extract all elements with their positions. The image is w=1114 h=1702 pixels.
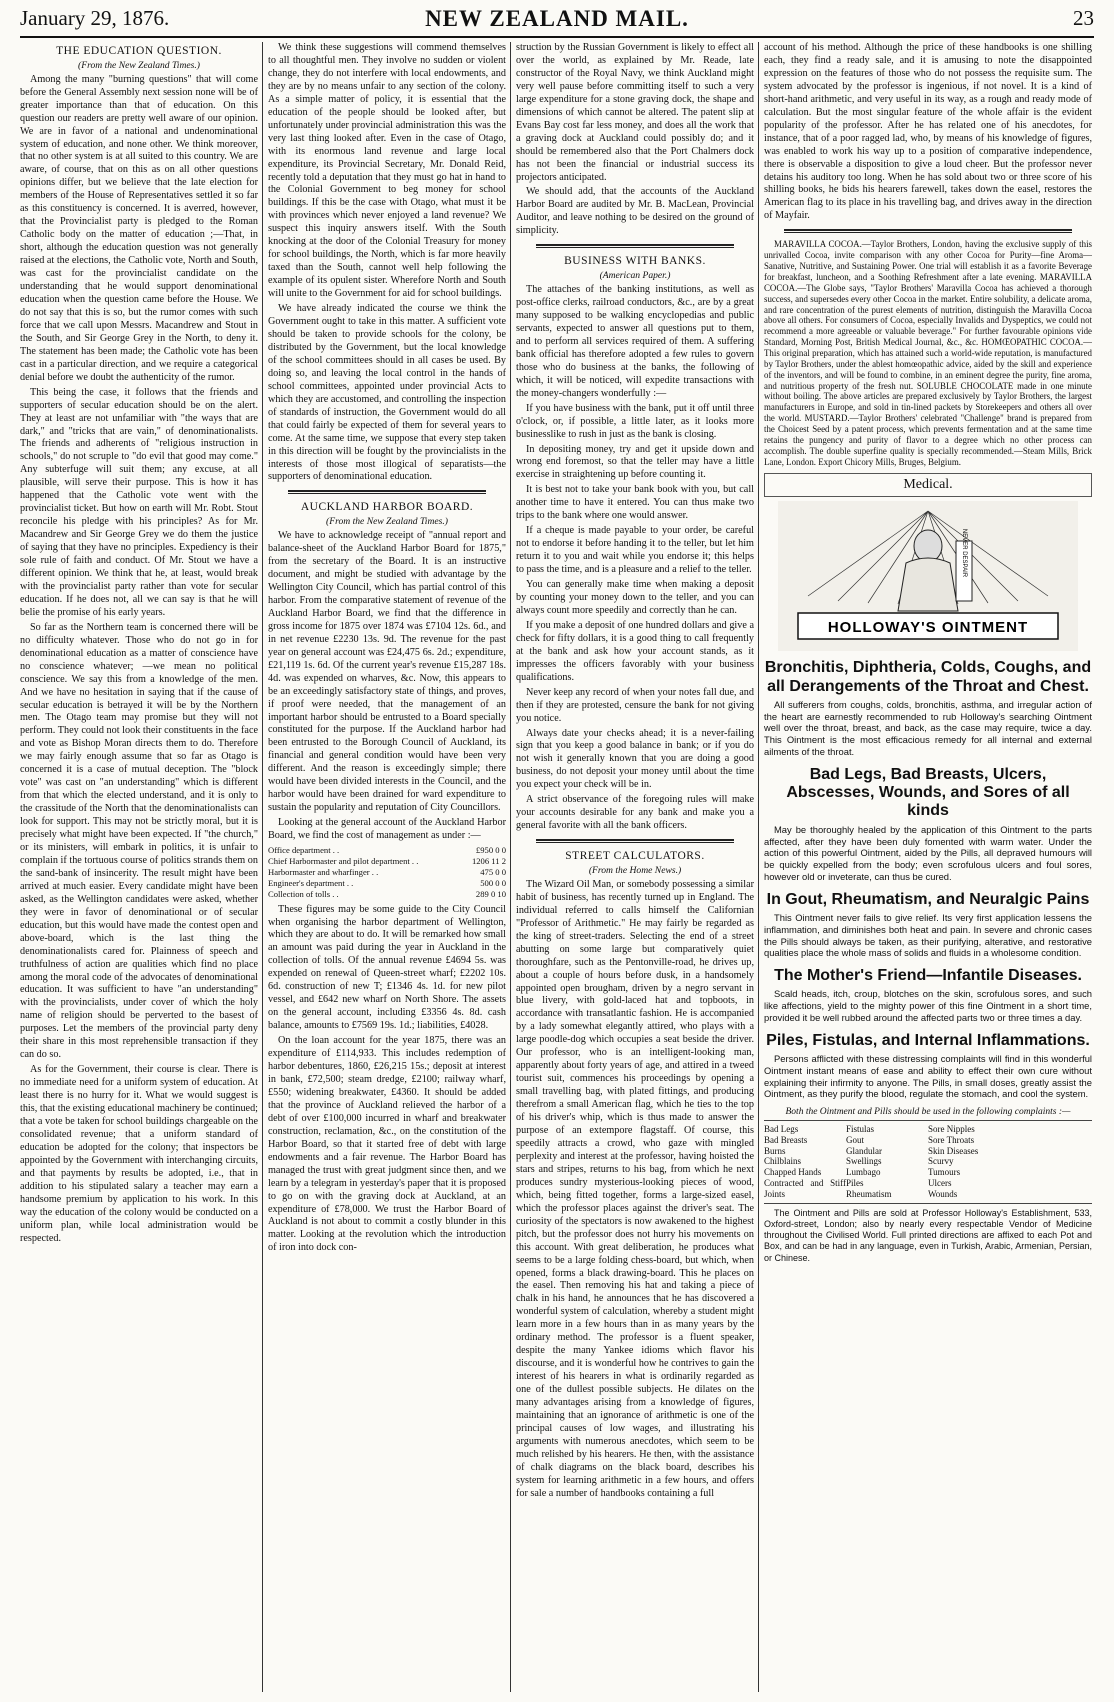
column-rule bbox=[510, 42, 511, 1692]
ad-section-title: Piles, Fistulas, and Internal Inflammations. bbox=[766, 1031, 1090, 1049]
article-paragraph: We have already indicated the course we think the Government ought to take in this matter. A sufficient vote should be taken to provide schools for the colony, be distributed by the Government, but the local knowledge of the school committees should in all cases be used. By doing so, and leaving the local control in the hands of school committees, appointed under provincial Acts to which they are accustomed, and controlling the inspection of standards of instruction, the Government would do all that could fairly be expected of them for several years to come. At the same time, we suppose that every step taken in this direction will be fought by the provincialists in the interests of those most illogical of separatists—the supporters of denominational education. bbox=[268, 303, 506, 483]
cocoa-ad-text: MARAVILLA COCOA.—Taylor Brothers, London, having the exclusive supply of this unrivalled Cocoa, invite comparison with any other Cocoa for Purity—fine Aroma—Sanative, Nutritive, and Sustaining Power. One trial will establish it as a favorite Beverage for breakfast, luncheon, and a Soothing Refreshment after a late evening. MARAVILLA COCOA.—The Globe says, "Taylor Brothers' Maravilla Cocoa has achieved a thorough success, and supersedes every other Cocoa in the market. Entire solubility, a delicate aroma, and rare concentration of the purest elements of nutrition, distinguish the Maravilla Cocoa above all others. For consumers of Cocoa, especially Invalids and Dyspeptics, we could not recommend a more agreeable or valuable beverage." For further favourable opinions vide Standard, Morning Post, British Medical Journal, &c., &c. HOMŒOPATHIC COCOA.—This original preparation, which has attained such a world-wide reputation, is manufactured by Taylor Brothers, under the ablest homœopathic advice, aided by the skill and experience of the inventors, and will be found to combine, in an eminent degree the purity, fine aroma, and nutritious property of the fresh nut. SOLUBLE CHOCOLATE made in one minute without boiling. The above articles are prepared exclusively by Taylor Brothers, the largest manufacturers in Europe, and sold in tin-lined packets by Storekeepers and others all over the world. MUSTARD.—Taylor Brothers' celebrated "Challenge" brand is prepared from the Choicest Seed by a patent process, which prevents fermentation and at the same time retains the pungency and purity of flavor to a degree which no other process can accomplish. The double superfine quality is specially recommended.—Steam Mills, Brick Lane, London. Export Chicory Mills, Bruges, Belgium. bbox=[764, 239, 1092, 467]
page-number: 23 bbox=[1073, 6, 1094, 30]
article-paragraph: Looking at the general account of the Auckland Harbor Board, we find the cost of management as under :— bbox=[268, 817, 506, 842]
table-row bbox=[268, 845, 506, 856]
article-paragraph: We should add, that the accounts of the Auckland Harbor Board are audited by Mr. B. MacLean, Provincial Auditor, and leave nothing to be desired on the ground of simplicity. bbox=[516, 186, 754, 237]
complaint-item: Lumbago bbox=[846, 1167, 881, 1178]
article-separator bbox=[288, 490, 486, 494]
complaints-column bbox=[928, 1124, 1010, 1200]
table-cell-item: Harbormaster and wharfinger . . bbox=[268, 866, 379, 877]
holloway-section bbox=[764, 659, 1092, 758]
ad-section-title: Bronchitis, Diphtheria, Colds, Coughs, and all Derangements of the Throat and Chest. bbox=[764, 659, 1092, 695]
medical-section-heading: Medical. bbox=[764, 473, 1092, 497]
table-row bbox=[268, 867, 506, 878]
complaint-item: Bad Breasts bbox=[764, 1134, 808, 1145]
article-paragraph: So far as the Northern team is concerned there will be no difficulty whatever. Those who do not go in for denominational education as a matter of conscience have no conscience whatever; —we mean no political conscience. We say this from a knowledge of the men. And we have no hesitation in saying that if the cause of secular education is betrayed it will be by the Northern men. The Otago team may promise but they will not perform. They could not look their constituents in the face and vote as Bishop Moran directs them to do. Therefore we may fairly enough assume that so far as Otago is concerned it is a case of mutual deception. The "block vote" was cast on "an understanding" which is different from that which the elected understand, and it is only to the crassitude of the North that the denominationalists can look for support. This may not be strictly moral, but it is precisely what might have been expected. If "the church," or its ministers, will embark in politics, it is unfair to complain if the tortuous course of politics strands them on the sand-bank of insincerity. The result might have been arrived at much easier. Every candidate might have been asked, as the Wellington candidates were asked, whether they were in favor of denominational or of secular education, but this would have made the contest open and above-board, which is the last thing the denominationalists cared for. Plainness of speech and truthfulness of action are qualities which find no place among the moral code of the advocates of denominational education. It was sufficient to have "an understanding" with the provincialists, under cover of which the holy name of religion should be perverted to the basest of purposes. Let the members of the provincial party deny their share in this most reprehensible transaction if they can do so. bbox=[20, 621, 258, 1061]
article-paragraph: If a cheque is made payable to your order, be careful not to endorse it before handing it to the teller, but let him return it to you and wait while you endorse it; this helps to pass the time, and is a pleasure and a relief to the teller. bbox=[516, 525, 754, 576]
table-cell-item: Collection of tolls . . bbox=[268, 888, 339, 899]
table-cell-amount: £950 0 0 bbox=[475, 845, 506, 856]
article-source: (From the Home News.) bbox=[588, 864, 682, 876]
article-paragraph: You can generally make time when making a deposit by counting your money down to the teller, and you can always count more speedily and correctly than he can. bbox=[516, 579, 754, 616]
holloway-section bbox=[764, 967, 1092, 1024]
article-separator bbox=[784, 229, 1072, 233]
table-cell-amount: 289 0 10 bbox=[475, 888, 506, 899]
complaint-item: Piles bbox=[846, 1178, 864, 1189]
article-paragraph: If you make a deposit of one hundred dollars and give a check for fifty dollars, it is a good thing to call frequently at the bank and ask how your account stands, as it impresses the officers favorably with your business qualifications. bbox=[516, 619, 754, 683]
ad-section-title: In Gout, Rheumatism, and Neuralgic Pains bbox=[766, 890, 1090, 908]
ad-section-title: The Mother's Friend—Infantile Diseases. bbox=[774, 967, 1082, 984]
complaint-item: Gout bbox=[846, 1134, 864, 1145]
complaint-item: Scurvy bbox=[928, 1156, 954, 1167]
article-paragraph: In depositing money, try and get it upside down and wrong end foremost, so that the teller may have a little exercise in straightening up before counting it. bbox=[516, 443, 754, 481]
column-4 bbox=[764, 42, 1092, 1694]
complaint-item: Sore Throats bbox=[928, 1134, 975, 1145]
article-paragraph: The attaches of the banking institutions, as well as post-office clerks, railroad conductors, &c., are by a great many supposed to be walking encyclopedias and public servants, expected to answer all questions put to them, and to perform all services required of them. A suffering bank official has therefore adopted a few rules to govern those who do business at the banks, the following of which, it will be noticed, will expedite transactions with the money-changers wonderfully :— bbox=[516, 284, 754, 399]
complaint-item: Tumours bbox=[928, 1167, 961, 1178]
article-paragraph: account of his method. Although the price of these handbooks is one shilling each, they find a ready sale, and it is amusing to note the disappointed expression on the features of those who do not possess the requisite sum. The system advocated by the professor is ingenious, if not novel. It is a kind of short-hand arithmetic, and very useful in its way, as a rough and ready mode of calculation. But the most singular feature of the whole affair is the evident popularity of the professor. After he has related one of his anecdotes, for instance, that of a poor ragged lad, who, by means of his knowledge of figures, was enabled to work his way up to a position of comparative independence, there is observable a disposition to give a loud cheer. But the professor never detains his auditory too long. When he has sold about two or three score of his shilling books, he bids his hearers farewell, takes down the easel, restores the American flag to its place in his travelling bag, and drives away in the direction of Mayfair. bbox=[764, 42, 1092, 222]
table-cell-item: Office department . . bbox=[268, 845, 340, 856]
article-paragraph: These figures may be some guide to the City Council when organising the harbor department of Wellington, which they are about to do. It will be remarked how small an amount was paid during the year in Auckland in the collection of tolls. Of the annual revenue £4694 5s. was expended on renewal of Queen-street wharf; £2202 10s. 6d. construction of new T; £1346 4s. 1d. for new pilot vessel, and £642 new wharf on North Shore. The assets on the general account, including £3356 4s. 8d. cash balance, amounts to £7569 19s. 1d.; liabilities, £4028. bbox=[268, 903, 506, 1032]
article-source: (From the New Zealand Times.) bbox=[78, 59, 200, 71]
complaint-item: Chapped Hands bbox=[764, 1167, 822, 1178]
article-paragraph: struction by the Russian Government is likely to effect all over the world, as explained by Mr. Reade, late constructor of the Royal Navy, we think Auckland might very well pause before committing itself to such a very large expenditure for a stone graving dock, the shape and dimensions of which cannot be altered. The patent slip at Evans Bay cost far less money, and does all the work that a graving dock at Auckland could possibly do; and it should be remembered also that the Port Chalmers dock has not been the financial or industrial success its projectors anticipated. bbox=[516, 42, 754, 183]
table-cell-amount: 475 0 0 bbox=[480, 866, 506, 877]
issue-date: January 29, 1876. bbox=[20, 6, 170, 30]
article-heading-harbor: AUCKLAND HARBOR BOARD. bbox=[300, 501, 474, 514]
complaint-item: Chilblains bbox=[764, 1156, 802, 1167]
table-cell-item: Engineer's department . . bbox=[268, 877, 354, 888]
cocoa-advertisement bbox=[764, 239, 1092, 467]
column-1 bbox=[20, 42, 258, 1694]
ad-section-title: Bad Legs, Bad Breasts, Ulcers, Abscesses, Wounds, and Sores of all kinds bbox=[786, 765, 1070, 820]
article-heading-calculators: STREET CALCULATORS. bbox=[565, 850, 705, 863]
article-paragraph: Always date your checks ahead; it is a never-failing sign that you keep a good balance in bank; or if you do not wish it generally known that you are doing a good business, do not deposit your money until about the time you expect your check will be in. bbox=[516, 727, 754, 791]
column-rule bbox=[758, 42, 759, 1692]
complaint-item: Bad Legs bbox=[764, 1124, 799, 1135]
article-paragraph: If you have business with the bank, put it off until three o'clock, or, if possible, a little later, as it looks more businesslike to rush in just as the bank is closing. bbox=[516, 402, 754, 440]
ad-section-body: All sufferers from coughs, colds, bronchitis, asthma, and irregular action of the heart are earnestly recommended to rub Holloway's searching Ointment well over the throat, breast, and back, as the case may require, twice a day. This Ointment is the most efficacious remedy for all internal and external ailments of the throat. bbox=[764, 698, 1092, 757]
complaint-item: Skin Diseases bbox=[928, 1145, 979, 1156]
table-cell-amount: 1206 11 2 bbox=[471, 855, 506, 866]
table-row bbox=[268, 889, 506, 900]
holloway-section bbox=[764, 891, 1092, 959]
banner-text: NEVER DESPAIR bbox=[961, 529, 967, 578]
complaint-item: Ulcers bbox=[928, 1178, 952, 1189]
article-paragraph: As for the Government, their course is clear. There is no immediate need for a uniform system of education. At least there is no hurry for it. What we would suggest is this, that the existing educational machinery be continued; that a vote be taken for school buildings chargeable on the consolidated revenue; that a uniform standard of education be adopted for the colony; that inspectors be appointed by the Government with interchanging circuits, and that payments by results be adopted, i.e., that in addition to his stipulated salary a teacher may earn a handsome premium by application to his work. In this way the education of the colony would be conducted on a uniform plan, while local administration would be respected. bbox=[20, 1064, 258, 1244]
article-heading-banks: BUSINESS WITH BANKS. bbox=[564, 255, 706, 268]
holloway-footer: The Ointment and Pills are sold at Professor Holloway's Establishment, 533, Oxford-street, London; also by nearly every respectable Vendor of Medicine throughout the Civilised World. Full printed directions are affixed to each Pot and Box, and can be had in any language, even in Turkish, Arabic, Armenian, Persian, or Chinese. bbox=[764, 1207, 1092, 1263]
holloway-illustration bbox=[778, 501, 1078, 651]
column-3 bbox=[516, 42, 754, 1694]
column-rule bbox=[262, 42, 263, 1692]
article-paragraph: The Wizard Oil Man, or somebody possessing a similar habit of business, has recently turned up in England. The individual referred to calls himself the Californian "Professor of Arithmetic." He may fairly be regarded as the king of street-traders. Selecting the end of a street abutting on some large but comparatively quiet thoroughfare, such as the Pentonville-road, he drives up, about a couple of hours before dusk, in a handsomely appointed open brougham, driven by a negro servant in blue livery, with gold-laced hat and topboots, in accordance with transatlantic fashion. He is accompanied by a lady somewhat elegantly attired, who plays with a large poodle-dog which occupies a seat beside the driver. Our professor, who is an intelligent-looking man, apparently about forty years of age, and attired in a tweed tourist suit, commences his proceedings by opening a small travelling bag, with plated fittings, and producing therefrom a small American flag, which he ties to the top of his driver's whip, which is thus made to answer the purpose of an extempore flagstaff. Of course, this speedily attracts a crowd, who gaze with mingled perplexity and interest at the professor, having hoisted the stars and stripes, returns to his bag, from which he next produces sundry mysterious-looking pieces of wood, which, being fitted together, forms a large-sized easel, which the professor places against the driver's seat. The curiosity of the spectators is now awakened to the highest pitch, but the professor does not hurry his movements on this account. With great deliberation, he produces what seems to be a large folding chess-board, but which, when opened, forms a black drawing-board. This he places on the easel. Then removing his hat and taking a piece of chalk in his hand, he announces that he has discovered a wonderful system of calculation, whereby a student might learn more in a few hours than in as many years by the ordinary method. The professor is a fluent speaker, despite the many Yankee idioms which flavor his discourse, and it is wonderful how he contrives to gain the interest of his hearers in what is ordinarily regarded as one of the dullest possible subjects. He dilates on the many advantages arising from a knowledge of figures, maintaining that an ignorance of arithmetic is one of the principal causes of low wages, and illustrating his arguments with numerous anecdotes, which seem to be much relished by his hearers. He then, with the assistance of chalk diagrams on the black board, describes his system for learning arithmetic in a few hours, and offers for sale a number of handbooks containing a full bbox=[516, 878, 754, 1499]
table-cell-item: Chief Harbormaster and pilot department . . bbox=[268, 855, 419, 866]
article-paragraph: Among the many "burning questions" that will come before the General Assembly next session none will be of greater importance than that of education. On this question our readers are pretty well aware of our opinion. We are in favor of a national and undenominational system of education, and none other. We think moreover, that no other system is at all suited to this country. We are aware, of course, that on this as on all other questions opinions differ, but we believe that the late election for members of the House of Representatives settled it so far as this constituency is concerned. It is averred, however, that the Provincialist party is pledged to the Roman Catholic body on the matter of education ;—That, in short, although the education question was not generally raised at the elections, the Catholic vote, North and South, was cast for the provincialist candidate on the understanding that he would support denominational education when the question came before the House. We do not say that this is so, but the rumor comes with such force that we call upon Messrs. Macandrew and Stout in the South, and Sir George Grey in the North, to deny it. The statement has been made; the Catholic vote has been cast in a particular direction, and we require a categorical denial before we doubt the authenticity of the rumor. bbox=[20, 73, 258, 383]
complaint-item: Glandular bbox=[846, 1145, 882, 1156]
ad-section-body: Scald heads, itch, croup, blotches on the skin, scrofulous sores, and such like affections, yield to the mighty power of this fine Ointment in a short time, provided it be well rubbed around the affected parts two or three times a day. bbox=[764, 988, 1092, 1023]
table-cell-amount: 500 0 0 bbox=[480, 877, 506, 888]
article-paragraph: We have to acknowledge receipt of "annual report and balance-sheet of the Auckland Harbor Board for 1875," from the secretary of the Board. It is an instructive document, and might be studied with advantage by the Wellington City Council, which has partial control of this harbor. From the comparative statement of revenue of the Auckland Harbor Board, we find that the difference in gross income for 1875 over 1874 was £7104 12s. 6d., and in net revenue £2230 13s. 9d. The revenue for the past year on general account was £24,475 6s. 2d.; expenditure, £21,119 1s. 6d. Of the current year's revenue £15,287 18s. 4d. was expended on wharves, &c. Now, this appears to be an exceedingly satisfactory state of things, and proves, if proof were needed, that the management of an important harbor should be entrusted to a Board specially constituted for the purpose. If the Auckland harbor had been entrusted to the Borough Council of Auckland, its financial and general condition would have been very different. And the reason is exceedingly simple; there would have been divided interests in the Council, and the harbor would have been drained for ward expenditure to sustain the popularity and reputation of City Councillors. bbox=[268, 530, 506, 814]
complaint-item: Burns bbox=[764, 1145, 786, 1156]
ad-section-body: This Ointment never fails to give relief. Its very first application lessens the inflammation, and diminishes both heat and pain. In severe and chronic cases the Pills should always be taken, as their purifying, alterative, and restorative qualities place the whole mass of solids and fluids in a wholesome condition. bbox=[764, 912, 1092, 959]
masthead bbox=[20, 4, 1094, 38]
ad-section-body: May be thoroughly healed by the application of this Ointment to the parts affected, after they have been duly fomented with warm water. Under the action of this powerful Ointment, aided by the Pills, all depraved humours will be quickly expelled from the body; even scrofulous ulcers and foul sores, however old or inveterate, can thus be cured. bbox=[764, 823, 1092, 882]
article-separator bbox=[536, 839, 734, 843]
holloway-sign-text: HOLLOWAY'S OINTMENT bbox=[827, 619, 1029, 637]
newspaper-title: NEW ZEALAND MAIL. bbox=[425, 6, 689, 31]
article-source: (From the New Zealand Times.) bbox=[326, 516, 448, 527]
complaint-item: Sore Nipples bbox=[928, 1124, 975, 1135]
complaints-column bbox=[764, 1124, 846, 1200]
management-cost-table bbox=[268, 845, 506, 900]
column-2 bbox=[268, 42, 506, 1694]
complaints-column bbox=[846, 1124, 928, 1200]
article-paragraph: We think these suggestions will commend themselves to all thoughtful men. They involve no sudden or violent change, they do not interfere with local endowments, and they are by no means unfair to any section of the colony. As a simple matter of policy, it is essential that the education of the people should be looked after, but unfortunately under provincial administration this was the very last thing looked after. Even in the case of Otago, with its enormous land revenue and large local expenditure, its Provincial Secretary, Mr. Donald Reid, recently told a deputation that they must go hat in hand to the Colonial Government to beg money for school buildings. If this be the case with Otago, what must it be with provinces which never enjoyed a land revenue? We suspect this inquiry answers itself. With the South knocking at the door of the Colonial Treasury for money for school buildings, the North, which is far more heavily taxed than the South, cannot well help following the example of its opulent sister. Wherefore North and South will unite to the Government for aid for school buildings. bbox=[268, 42, 506, 300]
article-paragraph: It is best not to take your bank book with you, but call another time to have it entered. You can thus make two trips to the bank where one would answer. bbox=[516, 484, 754, 522]
article-paragraph: This being the case, it follows that the friends and supporters of secular education should be on the alert. They at least are not unfamiliar with "the ways that are dark," and "tricks that are vain," of denominationalists. The friends and adherents of "religious instruction in schools," do not scruple to "do evil that good may come." Any subterfuge will suit them; any excuse, at all plausible, will serve their purpose. This is how it has happened that the Catholic vote went with the provincialist ticket. But how on earth will Mr. Robt. Stout reconcile his pledge with his principles? As for Mr. Macandrew and Sir George Grey we do them the justice of saying that they have no principles. Expediency is their sole rule of faith and conduct. Of Mr. Stout we have a different opinion. We think that he, at least, would break with the provincialist party rather than vote for secular education. If he does not, all we can say is that he will belie the promise of his early years. bbox=[20, 386, 258, 618]
article-paragraph: A strict observance of the foregoing rules will make your accounts desirable for any bank and make you a general favorite with all the bank officers. bbox=[516, 794, 754, 832]
complaints-note: Both the Ointment and Pills should be used in the following complaints :— bbox=[785, 1107, 1071, 1118]
article-paragraph: Never keep any record of when your notes fall due, and then if they are protested, censure the bank for not giving you notice. bbox=[516, 686, 754, 724]
table-row bbox=[268, 878, 506, 889]
article-paragraph: On the loan account for the year 1875, there was an expenditure of £114,933. This includes redemption of harbor debentures, 1860, £26,215 15s.; deposit at interest in bank, £72,500; steam dredge, £2100; railway wharf, £550; widening breakwater, £4360. It should be added that the province of Auckland relieved the harbor of a debt of over £100,000 incurred in wharf and breakwater construction, reclamation, &c., on the constitution of the Harbor Board, so that it started free of debt with large endowments and a fair revenue. The Harbor Board has managed the trust with great judgment since then, and we learn by a telegram in yesterday's paper that it is proposed to go on with the graving dock at Auckland, at an expenditure of £78,000. We trust the Harbor Board of Auckland is not about to commit a costly blunder in this matter. Looking at the revolution which the introduction of iron into dock con- bbox=[268, 1035, 506, 1254]
complaint-item: Contracted and Stiff Joints bbox=[764, 1178, 846, 1199]
complaint-item: Swellings bbox=[846, 1156, 882, 1167]
holloway-section bbox=[764, 766, 1092, 883]
complaint-item: Fistulas bbox=[846, 1124, 875, 1135]
complaints-list bbox=[764, 1120, 1092, 1204]
article-heading-education: THE EDUCATION QUESTION. bbox=[56, 45, 222, 57]
holloway-section bbox=[764, 1032, 1092, 1100]
complaint-item: Wounds bbox=[928, 1188, 958, 1199]
ad-section-body: Persons afflicted with these distressing complaints will find in this wonderful Ointment instant means of ease and ability to effect their own cure without explaining their infirmity to anyone. The Pills, in small doses, greatly assist the Ointment, as they purify the blood, regulate the stomach, and cool the system. bbox=[764, 1053, 1092, 1100]
complaint-item: Rheumatism bbox=[846, 1188, 892, 1199]
article-separator bbox=[536, 244, 734, 248]
article-source: (American Paper.) bbox=[599, 269, 671, 281]
table-row bbox=[268, 856, 506, 867]
